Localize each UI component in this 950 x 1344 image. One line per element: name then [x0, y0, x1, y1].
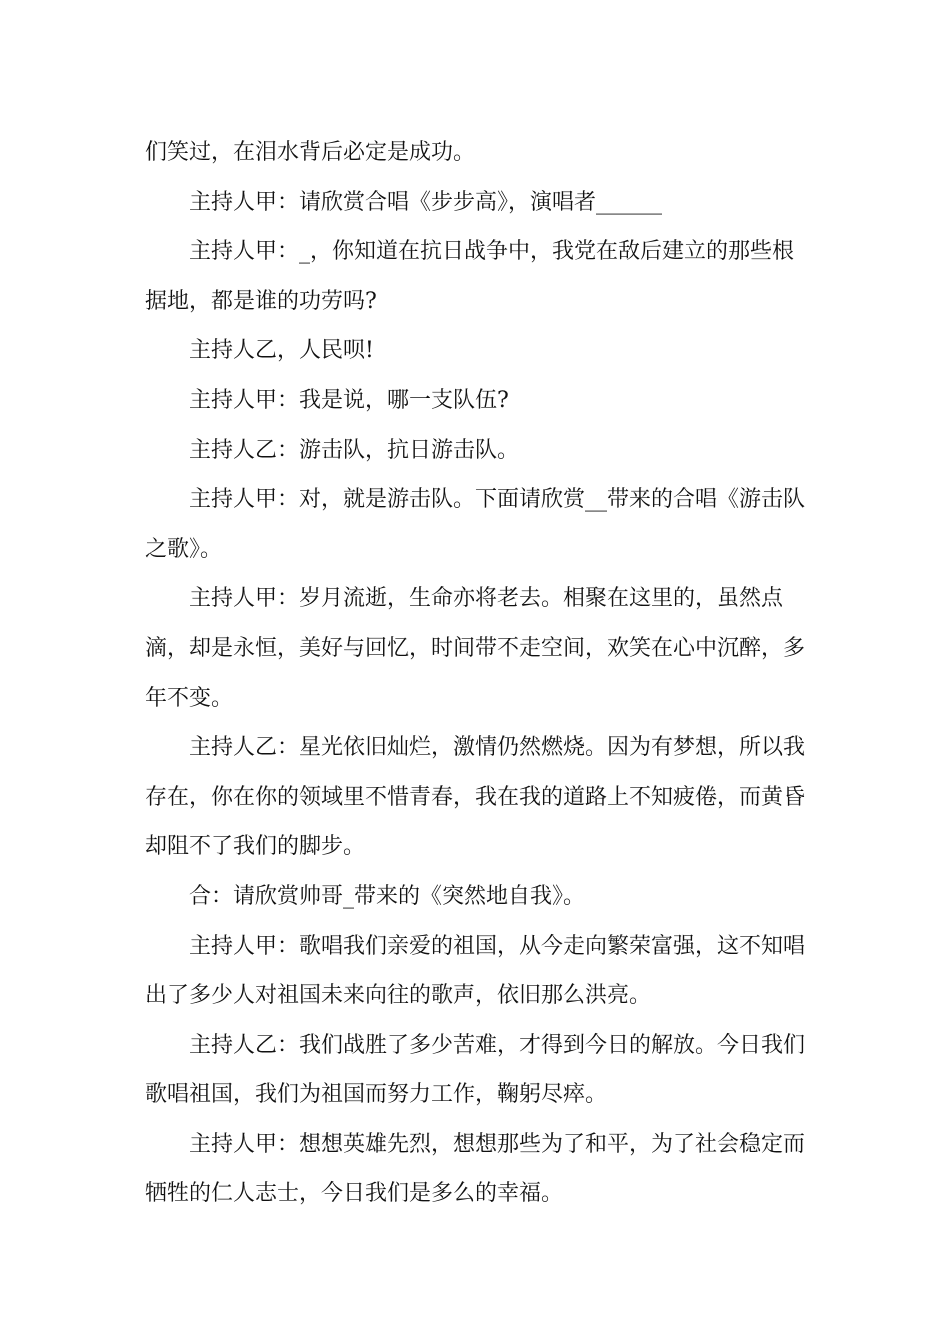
paragraph-10: 合：请欣赏帅哥_带来的《突然地自我》。	[189, 883, 586, 909]
paragraph-12: 主持人乙：我们战胜了多少苦难，才得到今日的解放。今日我们歌唱祖国，我们为祖国而努力工作，鞠躬尽瘁。	[145, 1032, 806, 1108]
paragraph-2: 主持人甲：请欣赏合唱《步步高》，演唱者______	[189, 189, 663, 215]
paragraph-11: 主持人甲：歌唱我们亲爱的祖国，从今走向繁荣富强，这不知唱出了多少人对祖国未来向往的歌声，依旧那么洪亮。	[145, 933, 806, 1009]
paragraph-1: 们笑过，在泪水背后必定是成功。	[145, 140, 476, 165]
paragraph-3: 主持人甲：_，你知道在抗日战争中，我党在敌后建立的那些根据地，都是谁的功劳吗?	[145, 239, 795, 314]
paragraph-5: 主持人甲：我是说，哪一支队伍?	[189, 387, 509, 413]
paragraph-13: 主持人甲：想想英雄先烈，想想那些为了和平，为了社会稳定而牺牲的仁人志士，今日我们是多么的幸福。	[145, 1131, 806, 1207]
paragraph-8: 主持人甲：岁月流逝，生命亦将老去。相聚在这里的，虽然点滴，却是永恒，美好与回忆，时间带不走空间，欢笑在心中沉醉，多年不变。	[145, 586, 806, 711]
paragraph-9: 主持人乙：星光依旧灿烂，激情仍然燃烧。因为有梦想，所以我存在，你在你的领域里不惜青春，我在我的道路上不知疲倦，而黄昏却阻不了我们的脚步。	[145, 735, 806, 860]
paragraph-7: 主持人甲：对，就是游击队。下面请欣赏__带来的合唱《游击队之歌》。	[145, 487, 806, 562]
paragraph-6: 主持人乙：游击队，抗日游击队。	[189, 437, 520, 463]
document-body	[145, 128, 810, 1219]
paragraph-4: 主持人乙，人民呗!	[189, 338, 374, 364]
